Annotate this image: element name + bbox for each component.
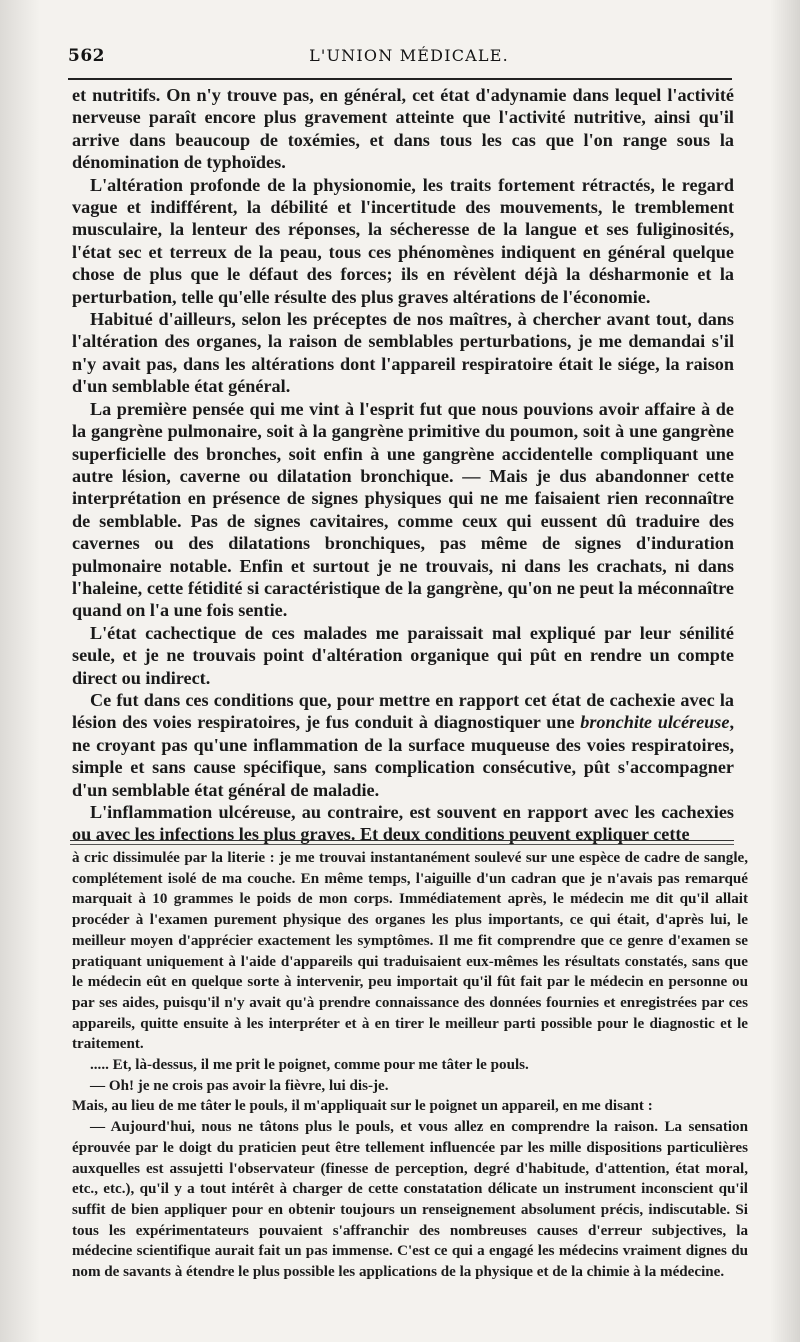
paragraph: La première pensée qui me vint à l'esprit fut que nous pouvions avoir affaire à de la gangrène pulmonaire, soit à la gangrène primitive du poumon, soit à une gangrène superficielle des bronches, soit enfin à une gangrène accidentelle compliquant une autre lésion, caverne ou dilatation bronchique. — Mais je dus abandonner cette interprétation en présence de signes physiques qui ne me faisaient rien reconnaître de semblable. Pas de signes cavitaires, comme ceux qui eussent dû traduire des cavernes ou des dilatations bronchiques, pas même de signes d'induration pulmonaire notable. Enfin et surtout je ne trouvais, ni dans les crachats, ni dans l'haleine, cette fétidité si caractéristique de la gangrène, qu'on ne peut la méconnaître quand on l'a une fois sentie. (72, 398, 734, 621)
footnote-paragraph: — Oh! je ne crois pas avoir la fièvre, lui dis-je. (90, 1077, 389, 1094)
paragraph: Habitué d'ailleurs, selon les préceptes de nos maîtres, à chercher avant tout, dans l'altération des organes, la raison de semblables perturbations, je me demandai s'il n'y avait pas, dans les altérations dont l'appareil respiratoire était le siége, la raison d'un semblable état général. (72, 309, 734, 397)
paragraph (72, 689, 734, 801)
footnote-paragraph: à cric dissimulée par la literie : je me trouvai instantanément soulevé sur une espèce de cadre de sangle, complétement isolé de ma couche. En même temps, l'aiguille d'un cadran que je n'avais pas remarqué marquait à 10 grammes le poids de mon corps. Immédiatement après, le médecin me dit qu'il allait procéder à l'examen purement physique des organes les plus importants, ce qui était, d'après lui, le meilleur moyen d'apprécier exactement les symptômes. Il me fit comprendre que ce genre d'examen se pratiquant uniquement à l'aide d'appareils qui traduisaient eux-mêmes les résultats constatés, sans que le médecin eût en quelque sorte à intervenir, peu importait qu'il fût fait par le médecin en personne ou par ses aides, puisqu'il n'y avait qu'à prendre connaissance des données fournies et enregistrées par ces appareils, quitte ensuite à les interpréter et à en tirer le meilleur parti possible pour le diagnostic et le traitement. (72, 850, 748, 1053)
paragraph: et nutritifs. On n'y trouve pas, en général, cet état d'adynamie dans lequel l'activité nerveuse paraît encore plus gravement atteinte que l'activité nutritive, ainsi qu'il arrive dans beaucoup de toxémies, et dans tous les cas que l'on range sous la dénomination de typhoïdes. (72, 85, 734, 173)
footnote-rule (70, 840, 734, 841)
page-edge-shadow-right (770, 0, 800, 1342)
paragraph: L'altération profonde de la physionomie, les traits fortement rétractés, le regard vague et indifférent, la débilité et l'incertitude des mouvements, le tremblement musculaire, la lenteur des réponses, la sécheresse de la langue et ses fuliginosités, l'état sec et terreux de la peau, tous ces phénomènes indiquent en général quelque chose de plus que le défaut des forces; ils en révèlent déjà la désharmonie et la perturbation, telle qu'elle résulte des plus graves altérations de l'économie. (72, 174, 734, 307)
italic-term: bronchite ulcéreuse (580, 712, 730, 733)
paragraph-text: Ce fut dans ces conditions que, pour mettre en rapport cet état de cachexie avec la lésion des voies respiratoires, je fus conduit à diagnostiquer une (72, 689, 734, 733)
footnote-paragraph: Mais, au lieu de me tâter le pouls, il m'appliquait sur le poignet un appareil, en me disant : (72, 1098, 653, 1115)
footnote-column (72, 848, 748, 1283)
running-title: L'UNION MÉDICALE. (309, 46, 509, 65)
footnote-rule-secondary (70, 844, 734, 845)
footnote-paragraph: — Aujourd'hui, nous ne tâtons plus le pouls, et vous allez en comprendre la raison. La sensation éprouvée par le doigt du praticien peut être tellement influencée par les mille dispositions particulières auxquelles est assujetti l'observateur (finesse de perception, degré d'habitude, d'attention, état moral, etc., etc.), qu'il y a tout intérêt à charger de cette constatation délicate un instrument inconscient qu'il suffit de bien appliquer pour en obtenir toujours un renseignement absolument précis, indiscutable. Si tous les expérimentateurs pouvaient s'affranchir des nombreuses causes d'erreur subjectives, la médecine scientifique aurait fait un pas immense. C'est ce qui a engagé les médecins vraiment dignes du nom de savants à étendre le plus possible les applications de la physique et de la chimie à la médecine. (72, 1119, 748, 1281)
page-number: 562 (68, 46, 105, 66)
paragraph-text: , ne croyant pas qu'une inflammation de la surface muqueuse des voies respiratoires, simple et sans cause spécifique, sans complication consécutive, pût s'accompagner d'un semblable état général de maladie. (72, 712, 734, 800)
page-header (68, 42, 750, 72)
page-edge-shadow-left (0, 0, 40, 1342)
main-text-column (72, 84, 734, 846)
footnote-paragraph: ..... Et, là-dessus, il me prit le poignet, comme pour me tâter le pouls. (90, 1057, 529, 1074)
paragraph: L'état cachectique de ces malades me paraissait mal expliqué par leur sénilité seule, et je ne trouvais point d'altération organique qui pût en rendre un compte direct ou indirect. (72, 622, 734, 688)
header-rule (68, 78, 732, 80)
paragraph: L'inflammation ulcéreuse, au contraire, est souvent en rapport avec les cachexies ou avec les infections les plus graves. Et deux conditions peuvent expliquer cette (72, 802, 734, 845)
